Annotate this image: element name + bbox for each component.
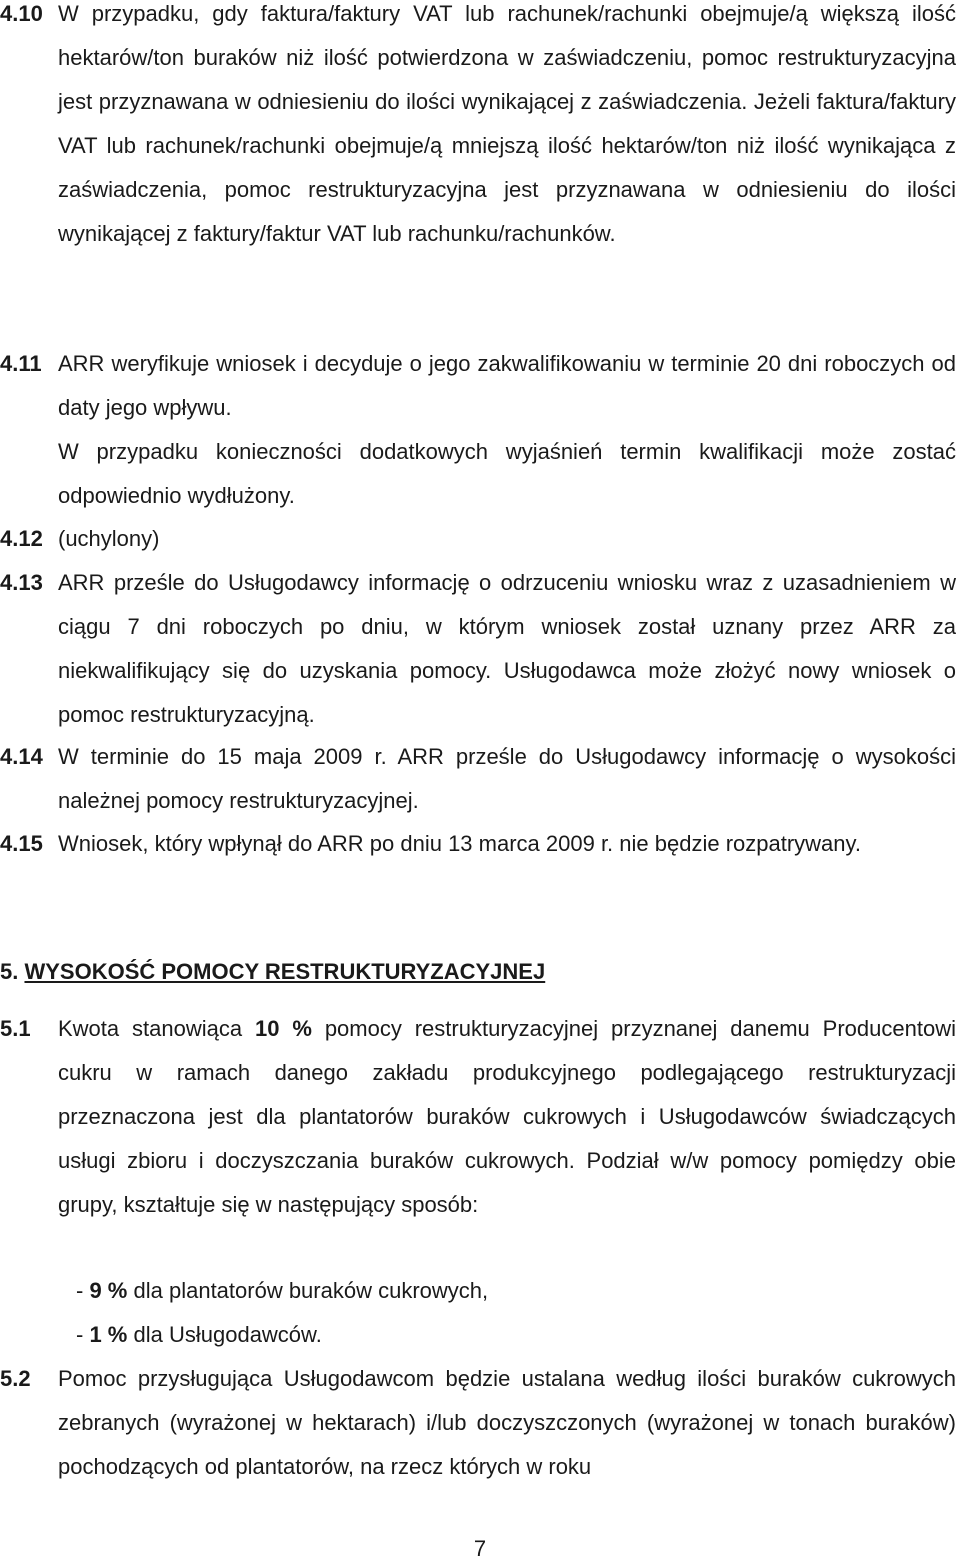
section-number: 4.11: [0, 351, 42, 376]
list-item: [76, 1313, 322, 1357]
section-number: 4.13: [0, 570, 43, 595]
section-number: 5.2: [0, 1366, 31, 1391]
list-dash: -: [76, 1278, 84, 1303]
section-5-1: [0, 1007, 956, 1227]
paragraph: Pomoc przysługująca Usługodawcom będzie ustalana według ilości buraków cukrowych zebranych (wyrażonej w hektarach) i/lub doczyszczonych (wyrażonej w tonach buraków) pochodzących od plantatorów, na rzecz których w roku: [58, 1366, 956, 1479]
paragraph: [58, 1007, 956, 1227]
paragraph: (uchylony): [58, 526, 160, 551]
percent-value: 9 %: [89, 1278, 128, 1303]
list-item-text: dla Usługodawców.: [133, 1322, 322, 1347]
paragraph: ARR weryfikuje wniosek i decyduje o jego zakwalifikowaniu w terminie 20 dni roboczych od daty jego wpływu.: [58, 351, 956, 420]
section-number: 5.1: [0, 1016, 31, 1041]
paragraph: W przypadku konieczności dodatkowych wyjaśnień termin kwalifikacji może zostać odpowiednio wydłużony.: [58, 439, 956, 508]
section-number: 5.: [0, 959, 19, 984]
list-item-text: dla plantatorów buraków cukrowych,: [133, 1278, 489, 1303]
section-5-heading: [0, 950, 956, 994]
paragraph: Wniosek, który wpłynął do ARR po dniu 13 marca 2009 r. nie będzie rozpatrywany.: [58, 831, 861, 856]
page-number: 7: [473, 1536, 487, 1561]
section-number: 4.12: [0, 526, 43, 551]
list-item: [76, 1269, 488, 1313]
section-4-15: [0, 822, 956, 866]
section-5-2: [0, 1357, 956, 1489]
section-number: 4.14: [0, 744, 43, 769]
percent-value: 10 %: [255, 1016, 312, 1041]
text-run: Kwota stanowiąca: [58, 1016, 243, 1041]
section-number: 4.15: [0, 831, 43, 856]
paragraph: ARR prześle do Usługodawcy informację o odrzuceniu wniosku wraz z uzasadnieniem w ciągu 7 dni roboczych po dniu, w którym wniosek został uznany przez ARR za niekwalifikujący się do uzyskania pomocy. Usługodawca może złożyć nowy wniosek o pomoc restrukturyzacyjną.: [58, 570, 956, 727]
paragraph: W przypadku, gdy faktura/faktury VAT lub rachunek/rachunki obejmuje/ą większą ilość hektarów/ton buraków niż ilość potwierdzona w zaświadczeniu, pomoc restrukturyzacyjna jest przyznawana w odniesieniu do ilości wynikającej z zaświadczenia. Jeżeli faktura/faktury VAT lub rachunek/rachunki obejmuje/ą mniejszą ilość hektarów/ton niż ilość wynikająca z zaświadczenia, pomoc restrukturyzacyjna jest przyznawana w odniesieniu do ilości wynikającej z faktury/faktur VAT lub rachunku/rachunków.: [58, 1, 956, 246]
section-title: WYSOKOŚĆ POMOCY RESTRUKTURYZACYJNEJ: [24, 959, 546, 984]
section-number: 4.10: [0, 1, 43, 26]
section-4-13: [0, 561, 956, 737]
section-4-10: [0, 0, 956, 256]
section-4-12: [0, 517, 956, 561]
section-4-14: [0, 735, 956, 823]
paragraph: W terminie do 15 maja 2009 r. ARR prześle do Usługodawcy informację o wysokości należnej pomocy restrukturyzacyjnej.: [58, 744, 956, 813]
text-run: pomocy restrukturyzacyjnej przyznanej danemu Producentowi cukru w ramach danego zakładu produkcyjnego podlegającego restrukturyzacji przeznaczona jest dla plantatorów buraków cukrowych i Usługodawców świadczących usługi zbioru i doczyszczania buraków cukrowych. Podział w/w pomocy pomiędzy obie grupy, kształtuje się w następujący sposób:: [58, 1016, 956, 1217]
list-dash: -: [76, 1322, 84, 1347]
section-4-11: [0, 342, 956, 518]
percent-value: 1 %: [89, 1322, 128, 1347]
